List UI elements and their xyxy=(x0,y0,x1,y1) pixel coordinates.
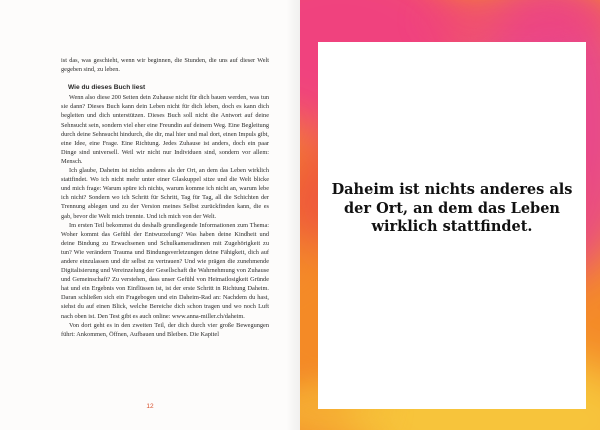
page-gutter-shadow xyxy=(286,0,300,430)
paragraph: Im ersten Teil bekommst du deshalb grundlegende Informationen zum Thema: Woher kommt das Gefühl der Entwurzelung? Was haben deine Kindheit und deine Bindung zu Erwachsenen und Schulkameradinnen mit Zugehörigkeit zu tun? Wie verändern Trauma und Bindungsverletzungen deine Fähigkeit, dich auf andere einzulassen und dir selbst zu vertrauen? Und wie prägen die zunehmende Digitalisierung und Vereinzelung der Gesellschaft die Wahrnehmung von Zuhause und Gemeinschaft? Zu verstehen, dass unser Gefühl von Heimatlosigkeit Gründe hat und ein Ergebnis von Einflüssen ist, ist der erste Schritt in Richtung Daheim. Daran schließen sich ein Fragebogen und ein Daheim-Rad an: Nachdem du hast, siehst du auf einen Blick, welche Bereiche dich schon tragen und wo noch Luft nach oben ist. Den Test gibt es auch online: www.anna-miller.ch/daheim. xyxy=(61,221,269,320)
right-page xyxy=(300,0,600,430)
opening-paragraph: ist das, was geschieht, wenn wir beginnen, die Stunden, die uns auf dieser Welt gegeben sind, zu leben. xyxy=(61,57,269,74)
quote-card xyxy=(318,42,586,409)
paragraph: Ich glaube, Daheim ist nichts anderes als der Ort, an dem das Leben wirklich stattfindet. Wo ich nicht mehr unter einer Glaskuppel sitze und die Welt blicke und mich frage: Warum spüre ich nichts, warum komme ich nicht an, warum lebe ich nicht? Sondern wo ich Schritt für Schritt, Tag für Tag, all die Schichten der Trennung ablegen und zu der Version meines Selbst zurückfinden kann, die es gab, bevor die Welt mich trennte. Und ich mich von der Welt. xyxy=(61,167,269,220)
paragraph: Wenn also diese 200 Seiten dein Zuhause nicht für dich bauen werden, was tun sie dann? Dieses Buch kann dein Leben nicht für dich leben, doch es kann dich begleiten und dich unterstützen. Dieses Buch soll nicht die Antwort auf deine Sehnsucht sein, sondern viel eher eine Freundin auf deinem Weg. Eine Begleitung durch deine Sehnsucht hindurch, die dir, mal hier und mal dort, einen Impuls gibt, eine Idee, eine Frage. Eine Richtung. Jedes Zuhause ist anders, doch ein paar Dinge sind universell. Weil wir nicht nur Individuen sind, sondern vor allem: Mensch. xyxy=(61,94,269,165)
pull-quote: Daheim ist nichts anderes als der Ort, an dem das Leben wirklich stattfindet. xyxy=(331,181,573,235)
paragraph: Von dort geht es in den zweiten Teil, der dich durch vier große Bewegungen führt: Ankommen, Öffnen, Aufbauen und Bleiben. Die Kapitel xyxy=(61,321,269,338)
page-number: 12 xyxy=(146,403,154,410)
body-text xyxy=(61,56,269,339)
section-heading: Wie du dieses Buch liest xyxy=(68,84,146,92)
